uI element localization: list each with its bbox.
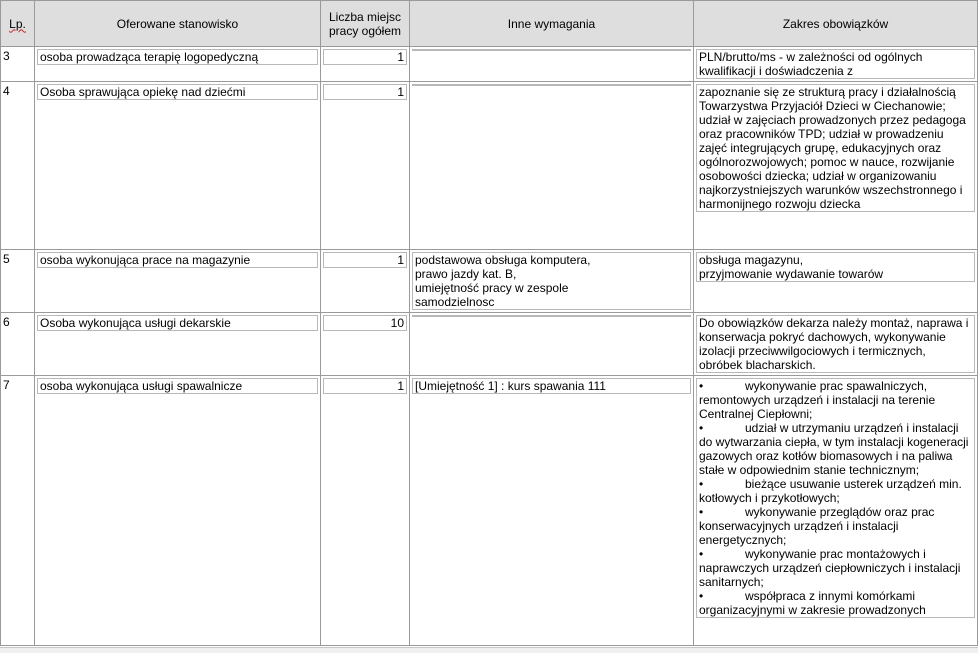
position-field[interactable]: Osoba sprawująca opiekę nad dziećmi <box>37 84 318 100</box>
position-field[interactable]: osoba prowadząca terapię logopedyczną <box>37 49 318 65</box>
position-field[interactable]: osoba wykonująca usługi spawalnicze <box>37 378 318 394</box>
duties-field[interactable]: Do obowiązków dekarza należy montaż, naprawa i konserwacja pokryć dachowych, wykonywanie izolacji przeciwwilgociowych i termicznych, obróbek blacharskich. <box>696 315 975 373</box>
bullet-icon: • <box>699 477 704 491</box>
count-field[interactable]: 1 <box>323 378 407 394</box>
header-position: Oferowane stanowisko <box>35 0 321 47</box>
bullet-icon: • <box>699 547 704 561</box>
header-requirements: Inne wymagania <box>410 0 694 47</box>
duties-field[interactable]: PLN/brutto/ms - w zależności od ogólnych kwalifikacji i doświadczenia z <box>696 49 975 79</box>
duty-item: • wykonywanie prac montażowych i naprawczych urządzeń ciepłowniczych i instalacji sanitarnych; <box>699 547 961 589</box>
table-row <box>0 47 978 82</box>
requirements-field[interactable] <box>412 49 691 51</box>
count-field[interactable]: 10 <box>323 315 407 331</box>
requirements-field[interactable] <box>412 84 691 86</box>
bullet-icon: • <box>699 421 704 435</box>
table-row <box>0 82 978 250</box>
bullet-icon: • <box>699 589 704 603</box>
position-field[interactable]: Osoba wykonująca usługi dekarskie <box>37 315 318 331</box>
duty-item: • wykonywanie prac spawalniczych, remontowych urządzeń i instalacji na terenie Centralnej Ciepłowni; <box>699 379 936 421</box>
cell-lp: 6 <box>0 313 35 376</box>
cell-lp: 4 <box>0 82 35 250</box>
header-count: Liczba miejsc pracy ogółem <box>321 0 410 47</box>
bullet-icon: • <box>699 379 704 393</box>
table-row <box>0 250 978 313</box>
table-row <box>0 313 978 376</box>
duties-field[interactable]: zapoznanie się ze strukturą pracy i działalnością Towarzystwa Przyjaciół Dzieci w Ciechanowie; udział w zajęciach prowadzonych przez pedagoga oraz pracowników TPD; udział w prowadzeniu zajęć integrujących grupę, edukacyjnych oraz ogólnorozwojowych; pomoc w nauce, rozwijanie osobowości dziecka; udział w organizowaniu najkorzystniejszych warunków wszechstronnego i harmonijnego rozwoju dziecka <box>696 84 975 212</box>
position-field[interactable]: osoba wykonująca prace na magazynie <box>37 252 318 268</box>
requirements-field[interactable]: [Umiejętność 1] : kurs spawania 111 <box>412 378 691 394</box>
duty-item: • bieżące usuwanie usterek urządzeń min. kotłowych i przykotłowych; <box>699 477 962 505</box>
count-field[interactable]: 1 <box>323 49 407 65</box>
requirements-field[interactable]: podstawowa obsługa komputera, prawo jazdy kat. B, umiejętność pracy w zespole samodzielnosc <box>412 252 691 310</box>
cell-lp: 5 <box>0 250 35 313</box>
header-lp: Lp. <box>0 0 35 47</box>
duty-item: • udział w utrzymaniu urządzeń i instalacji do wytwarzania ciepła, w tym instalacji kogeneracji gazowych oraz kotłów biomasowych i na paliwa stałe w odpowiednim stanie technicznym; <box>699 421 969 477</box>
requirements-field[interactable] <box>412 315 691 317</box>
count-field[interactable]: 1 <box>323 252 407 268</box>
header-row <box>0 0 978 47</box>
cell-lp: 7 <box>0 376 35 646</box>
bullet-icon: • <box>699 505 704 519</box>
page-bottom-edge <box>0 647 978 653</box>
duties-field[interactable]: obsługa magazynu, przyjmowanie wydawanie towarów <box>696 252 975 282</box>
duty-item: • współpraca z innymi komórkami organizacyjnymi w zakresie prowadzonych <box>699 589 926 617</box>
table-row <box>0 376 978 646</box>
header-duties: Zakres obowiązków <box>694 0 978 47</box>
duty-item: • wykonywanie przeglądów oraz prac konserwacyjnych urządzeń i instalacji energetycznych; <box>699 505 935 547</box>
count-field[interactable]: 1 <box>323 84 407 100</box>
cell-lp: 3 <box>0 47 35 82</box>
duties-field[interactable] <box>696 378 975 618</box>
